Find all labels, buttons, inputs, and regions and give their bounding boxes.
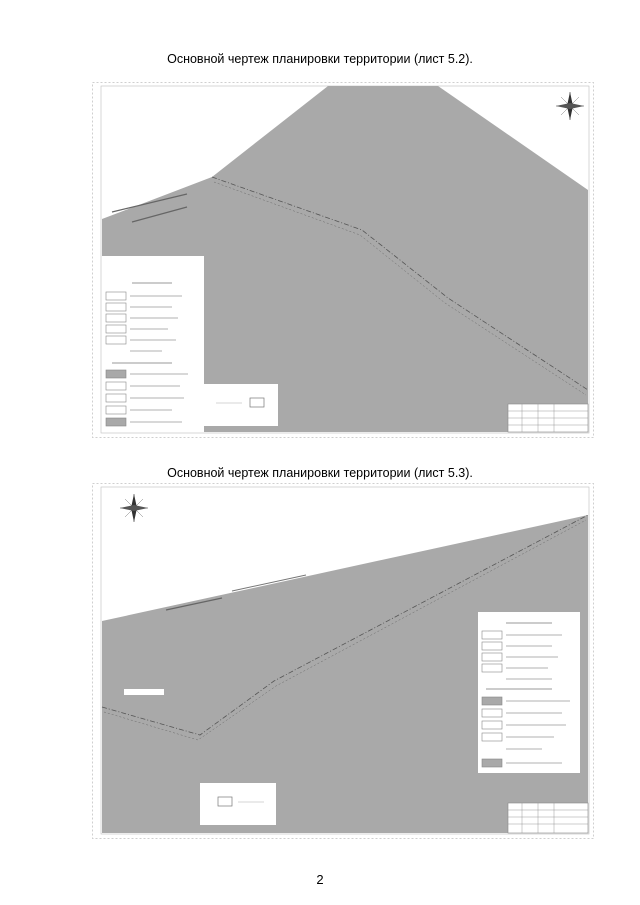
overview-inset [204,384,278,426]
title-block [508,404,588,432]
sheet-caption-5-3: Основной чертеж планировки территории (лист 5.3). [167,466,473,480]
title-block [508,803,588,833]
legend-panel [102,256,204,432]
drawing-sheet-5-2 [92,82,594,438]
drawing-sheet-5-3 [92,483,594,839]
sheet-caption-5-2: Основной чертеж планировки территории (лист 5.2). [167,52,473,66]
legend-panel [478,612,580,773]
page-number: 2 [316,872,324,887]
overview-inset [200,783,276,825]
